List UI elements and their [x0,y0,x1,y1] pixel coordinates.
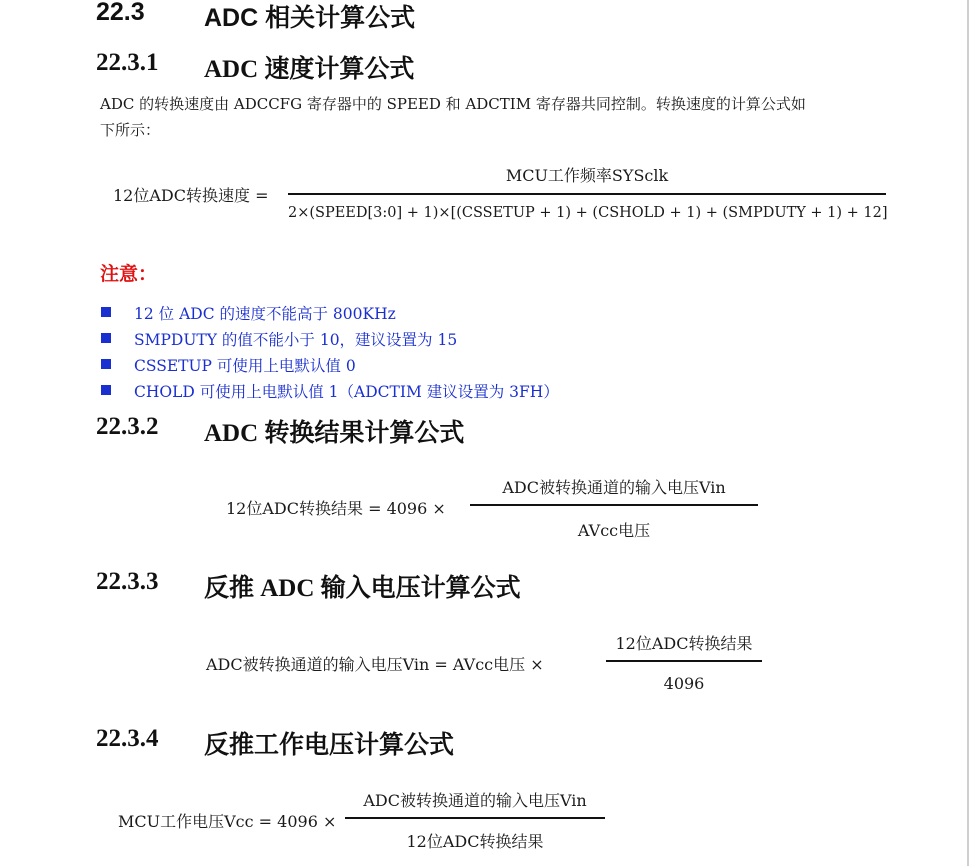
list-item: 12 位 ADC 的速度不能高于 800KHz [134,305,396,323]
subsection-number-1: 22.3.1 [96,49,159,76]
subsection-title-1: ADC 速度计算公式 [204,56,415,83]
formula-denominator: 2×(SPEED[3:0] + 1)×[(CSSETUP + 1) + (CSHOLD + 1) + (SMPDUTY + 1) + 12] [288,205,888,221]
fraction-bar [470,504,758,506]
section-title: ADC 相关计算公式 [204,4,416,32]
formula-denominator: 12位ADC转换结果 [406,832,544,851]
subsection-title-2: ADC 转换结果计算公式 [204,420,465,447]
formula-lhs: MCU工作电压Vcc = 4096 × [118,812,337,831]
subsection-title-4: 反推工作电压计算公式 [204,732,455,759]
formula-lhs: ADC被转换通道的输入电压Vin = AVcc电压 × [206,655,544,674]
list-item: SMPDUTY 的值不能小于 10，建议设置为 15 [134,331,458,349]
bullet-icon [101,307,111,317]
section-number: 22.3 [96,0,145,26]
formula-numerator: 12位ADC转换结果 [615,634,753,653]
formula-numerator: ADC被转换通道的输入电压Vin [363,791,587,810]
formula-denominator: 4096 [663,674,705,693]
formula-numerator: MCU工作频率SYSclk [505,166,669,185]
note-title: 注意： [100,263,158,285]
subsection-number-2: 22.3.2 [96,413,159,440]
fraction-bar [606,660,762,662]
formula-denominator: AVcc电压 [577,521,651,540]
fraction-bar [288,193,886,195]
subsection-number-3: 22.3.3 [96,568,159,595]
formula-lhs: 12位ADC转换结果 = 4096 × [226,499,446,518]
bullet-icon [101,385,111,395]
formula-numerator: ADC被转换通道的输入电压Vin [502,478,726,497]
bullet-icon [101,333,111,343]
subsection-number-4: 22.3.4 [96,725,159,752]
bullet-icon [101,359,111,369]
paragraph-line-1: ADC 的转换速度由 ADCCFG 寄存器中的 SPEED 和 ADCTIM 寄存器共同控制。转换速度的计算公式如 [100,95,806,113]
formula-lhs: 12位ADC转换速度 = [113,186,269,205]
list-item: CHOLD 可使用上电默认值 1（ADCTIM 建议设置为 3FH） [134,383,559,401]
fraction-bar [345,817,605,819]
subsection-title-3: 反推 ADC 输入电压计算公式 [204,575,521,602]
list-item: CSSETUP 可使用上电默认值 0 [134,357,356,375]
paragraph-line-2: 下所示： [100,121,161,139]
